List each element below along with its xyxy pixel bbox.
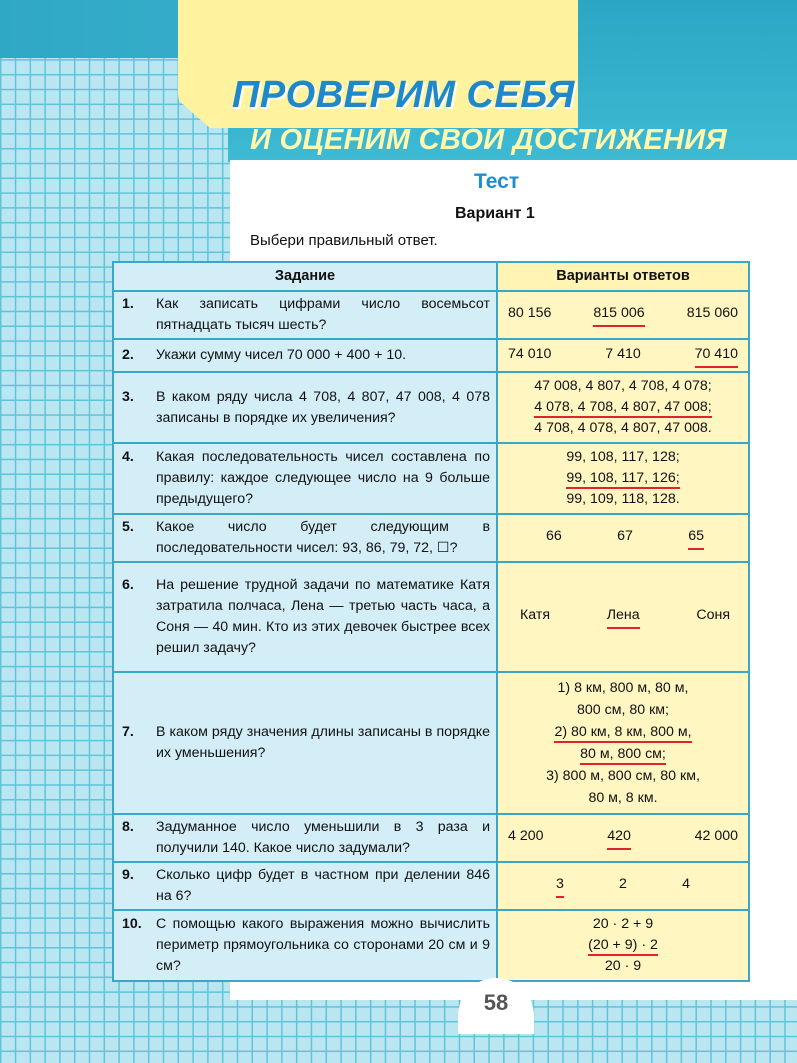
task-cell [113,443,497,514]
answer-option[interactable]: 4 708, 4 078, 4 807, 47 008. [534,420,712,436]
task-text: Какая последовательность чисел составлена по правилу: каждое следующее число на 9 больше предыдущего? [156,449,490,507]
task-cell [113,291,497,339]
table-row [113,814,749,862]
task-cell [113,372,497,443]
answer-option-selected[interactable]: 70 410 [695,344,738,368]
page-number: 58 [483,990,509,1015]
table-row [113,339,749,372]
answer-cell [497,862,749,910]
answer-option[interactable]: 1) 8 км, 800 м, 80 м, [557,680,689,696]
task-text: Сколько цифр будет в частном при делении 846 на 6? [156,867,490,904]
task-number: 8. [122,819,134,835]
answer-cell [497,339,749,372]
task-text: Укажи сумму чисел 70 000 + 400 + 10. [156,347,407,363]
table-header-row [113,262,749,291]
answer-option[interactable]: 42 000 [694,828,738,844]
task-cell [113,672,497,814]
table-row [113,372,749,443]
task-cell [113,339,497,372]
variant-label: Вариант 1 [455,205,535,222]
answer-option[interactable]: 4 200 [508,828,544,844]
answer-option-selected[interactable]: 815 006 [593,303,644,327]
task-cell [113,514,497,562]
answer-option-selected[interactable]: 80 м, 800 см; [580,746,666,765]
task-cell [113,814,497,862]
page-title: ПРОВЕРИМ СЕБЯ [232,74,575,116]
task-cell [113,862,497,910]
answer-option[interactable]: 815 060 [686,305,738,321]
answer-cell [497,291,749,339]
table-row [113,910,749,981]
task-number: 9. [122,867,134,883]
task-cell [113,562,497,672]
page-subtitle: И ОЦЕНИМ СВОИ ДОСТИЖЕНИЯ [250,124,727,156]
answer-option[interactable]: Соня [696,607,730,623]
answer-cell [497,514,749,562]
answer-cell [497,814,749,862]
task-text: Как записать цифрами число восемьсот пятнадцать тысяч шесть? [156,296,490,333]
answer-cell [497,372,749,443]
answer-option-selected[interactable]: 65 [688,526,704,550]
answer-option-selected[interactable]: 99, 108, 117, 126; [566,470,679,489]
task-number: 3. [122,388,134,405]
task-number: 1. [122,296,134,312]
answer-option-selected[interactable]: (20 + 9) · 2 [588,937,658,956]
answer-option[interactable]: Катя [520,607,551,623]
answer-option[interactable]: 67 [617,528,633,544]
answer-option-selected[interactable]: 420 [607,826,631,850]
task-text: С помощью какого выражения можно вычислить периметр прямоугольника со сторонами 20 см и 9 см? [156,916,490,974]
answer-cell [497,910,749,981]
table-row [113,862,749,910]
answer-option[interactable]: 99, 109, 118, 128. [566,491,680,507]
answer-option[interactable]: 20 · 9 [604,958,642,974]
task-number: 4. [122,449,134,465]
answer-option[interactable]: 2 [619,876,627,892]
answer-cell [497,672,749,814]
task-number: 7. [122,724,134,740]
answer-option[interactable]: 7 410 [605,345,641,362]
answer-option[interactable]: 66 [546,528,562,544]
task-text: Какое число будет следующим в последовательности чисел: 93, 86, 79, 72, ☐? [156,519,490,556]
answer-option[interactable]: 3) 800 м, 800 см, 80 км, [546,768,700,784]
table-row [113,672,749,814]
task-cell [113,910,497,981]
answer-option[interactable]: 99, 108, 117, 128; [566,449,680,465]
test-title: Тест [474,170,520,193]
task-number: 6. [122,577,134,593]
table-row [113,562,749,672]
answer-option-selected[interactable]: 3 [556,874,564,898]
task-text: В каком ряду значения длины записаны в порядке их уменьшения? [156,724,490,761]
header-task: Задание [113,262,497,291]
task-number: 5. [122,519,134,535]
instruction-text: Выбери правильный ответ. [250,232,438,249]
tasks-table [112,261,750,982]
answer-option[interactable]: 80 156 [508,305,552,321]
task-number: 2. [122,347,134,363]
answer-option[interactable]: 47 008, 4 807, 4 708, 4 078; [534,378,712,394]
table-row [113,291,749,339]
task-text: На решение трудной задачи по математике Катя затратила полчаса, Лена — третью часть часа, а Соня — 40 мин. Кто из этих девочек быстрее всех решил задачу? [156,577,490,656]
answer-cell [497,443,749,514]
answer-option[interactable]: 74 010 [508,345,552,362]
answer-option-selected[interactable]: Лена [607,605,640,629]
task-text: В каком ряду числа 4 708, 4 807, 47 008, 4 078 записаны в порядке их увеличения? [156,388,490,426]
answer-option[interactable]: 20 · 2 + 9 [592,916,654,932]
table-row [113,514,749,562]
table-row [113,443,749,514]
header-answers: Варианты ответов [497,262,749,291]
answer-option[interactable]: 800 см, 80 км; [577,702,669,718]
answer-option[interactable]: 80 м, 8 км. [588,790,658,806]
task-text: Задуманное число уменьшили в 3 раза и получили 140. Какое число задумали? [156,819,490,856]
answer-option-selected[interactable]: 2) 80 км, 8 км, 800 м, [554,724,691,743]
answer-option[interactable]: 4 [682,876,690,892]
answer-option-selected[interactable]: 4 078, 4 708, 4 807, 47 008; [534,399,712,418]
task-number: 10. [122,916,142,932]
answer-cell [497,562,749,672]
